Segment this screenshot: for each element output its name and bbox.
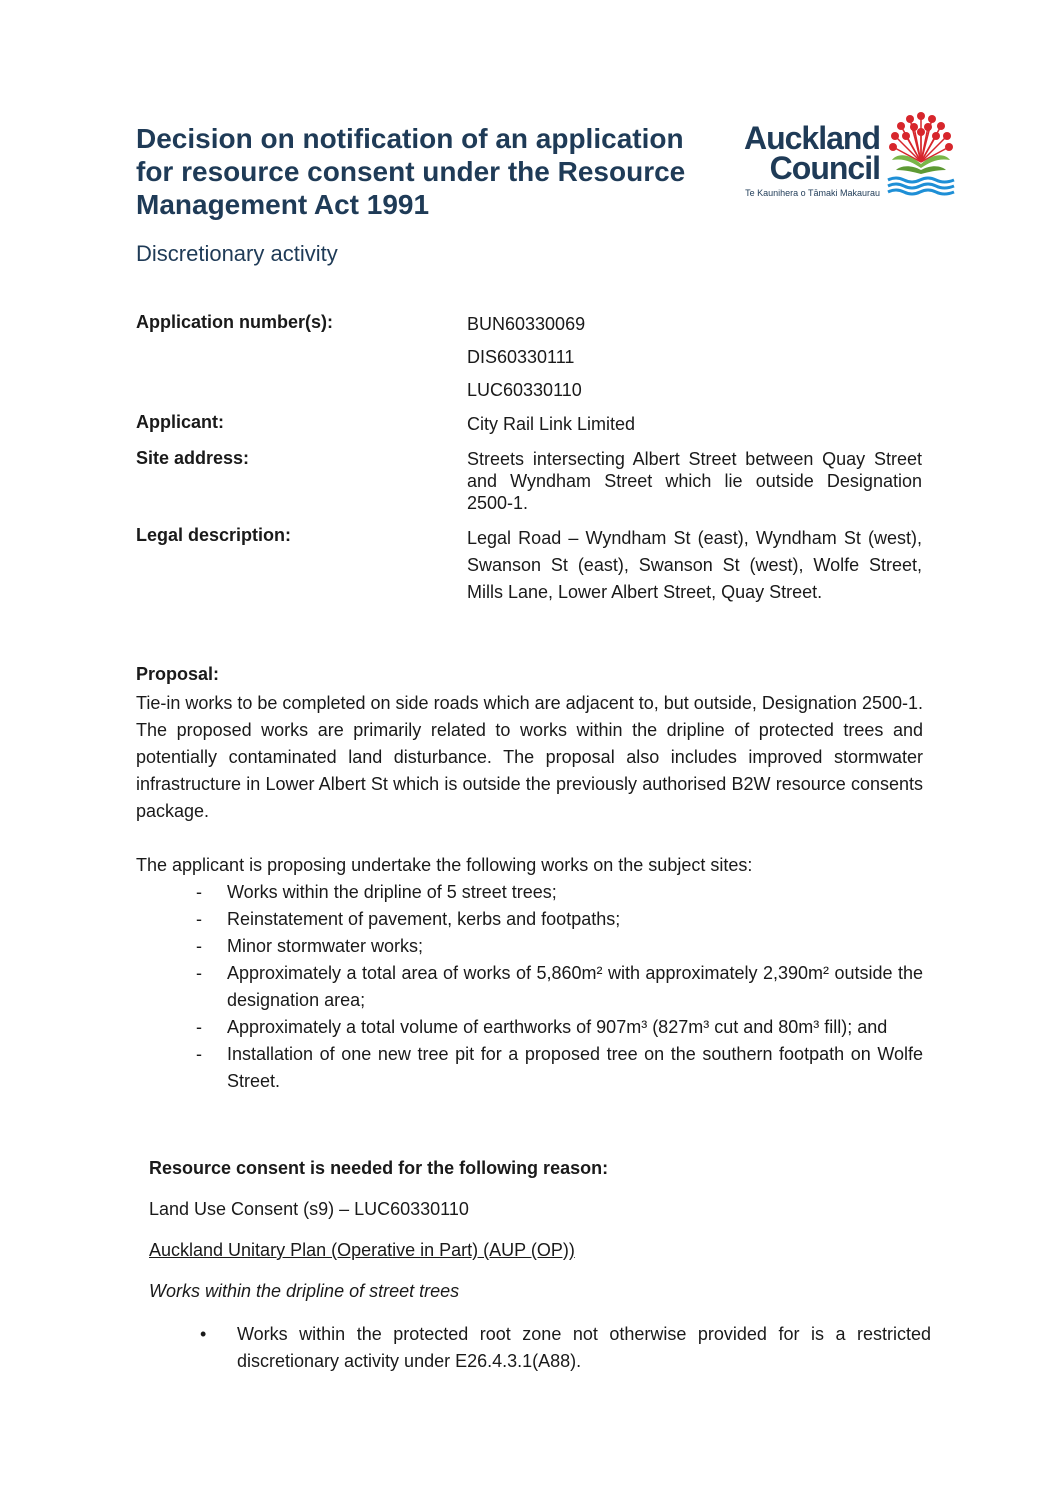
works-list <box>196 879 923 1095</box>
legal-description-label: Legal description: <box>136 525 292 545</box>
reason-bullet-text: Works within the protected root zone not otherwise provided for is a restricted discretionary activity under E26.4.3.1(A88). <box>237 1324 931 1371</box>
list-item: - Minor stormwater works; <box>196 936 424 956</box>
page-title: Decision on notification of an application for resource consent under the Resource Management Act 1991 <box>136 123 686 220</box>
pohutukawa-icon <box>886 112 956 198</box>
list-item: - Works within the dripline of 5 street trees; <box>196 882 557 902</box>
logo-word-auckland: Auckland <box>743 120 880 156</box>
proposal-heading: Proposal: <box>136 664 220 684</box>
site-address-label: Site address: <box>136 448 250 468</box>
auckland-council-logo <box>728 112 958 202</box>
consent-type: Land Use Consent (s9) – LUC60330110 <box>149 1199 469 1219</box>
logo-word-council: Council <box>769 150 880 186</box>
list-item: - Approximately a total area of works of 5,860m² with approximately 2,390m² outside the designation area; <box>196 963 923 1010</box>
plan-reference-wrap <box>149 1237 936 1264</box>
site-address-value: Streets intersecting Albert Street between Quay Street and Wyndham Street which lie outside Designation 2500-1. <box>467 449 922 513</box>
applicant-label: Applicant: <box>136 412 224 432</box>
plan-reference: Auckland Unitary Plan (Operative in Part) (AUP (OP)) <box>149 1240 575 1260</box>
reason-heading: Resource consent is needed for the following reason: <box>149 1158 609 1178</box>
applicant-value: City Rail Link Limited <box>467 414 636 434</box>
list-item: - Approximately a total volume of earthworks of 907m³ (827m³ cut and 80m³ fill); and <box>196 1017 888 1037</box>
legal-description-value: Legal Road – Wyndham St (east), Wyndham St (west), Swanson St (east), Swanson St (west), Wolfe Street, Mills Lane, Lower Albert Street, Quay Street. <box>467 528 922 602</box>
proposal-paragraph: Tie-in works to be completed on side roads which are adjacent to, but outside, Designation 2500-1. The proposed works are primarily related to works within the dripline of protected trees and potentially contaminated land disturbance. The proposal also includes improved stormwater infrastructure in Lower Albert St which is outside the previously authorised B2W resource consents package. <box>136 693 923 821</box>
activity-type: Discretionary activity <box>136 241 338 266</box>
list-item: - Reinstatement of pavement, kerbs and footpaths; <box>196 909 621 929</box>
works-subheading: Works within the dripline of street trees <box>149 1281 460 1301</box>
proposal-intro: The applicant is proposing undertake the following works on the subject sites: <box>136 855 753 875</box>
application-number: LUC60330110 <box>467 380 582 400</box>
application-number: BUN60330069 <box>467 314 586 334</box>
logo-tagline: Te Kaunihera o Tāmaki Makaurau <box>745 188 880 198</box>
list-item: - Installation of one new tree pit for a proposed tree on the southern footpath on Wolfe Street. <box>196 1044 923 1091</box>
application-number-label: Application number(s): <box>136 312 333 332</box>
application-number-list <box>467 308 922 407</box>
reason-bullet-item <box>196 1321 931 1375</box>
application-number: DIS60330111 <box>467 347 575 367</box>
bullet-icon: • <box>200 1324 207 1344</box>
